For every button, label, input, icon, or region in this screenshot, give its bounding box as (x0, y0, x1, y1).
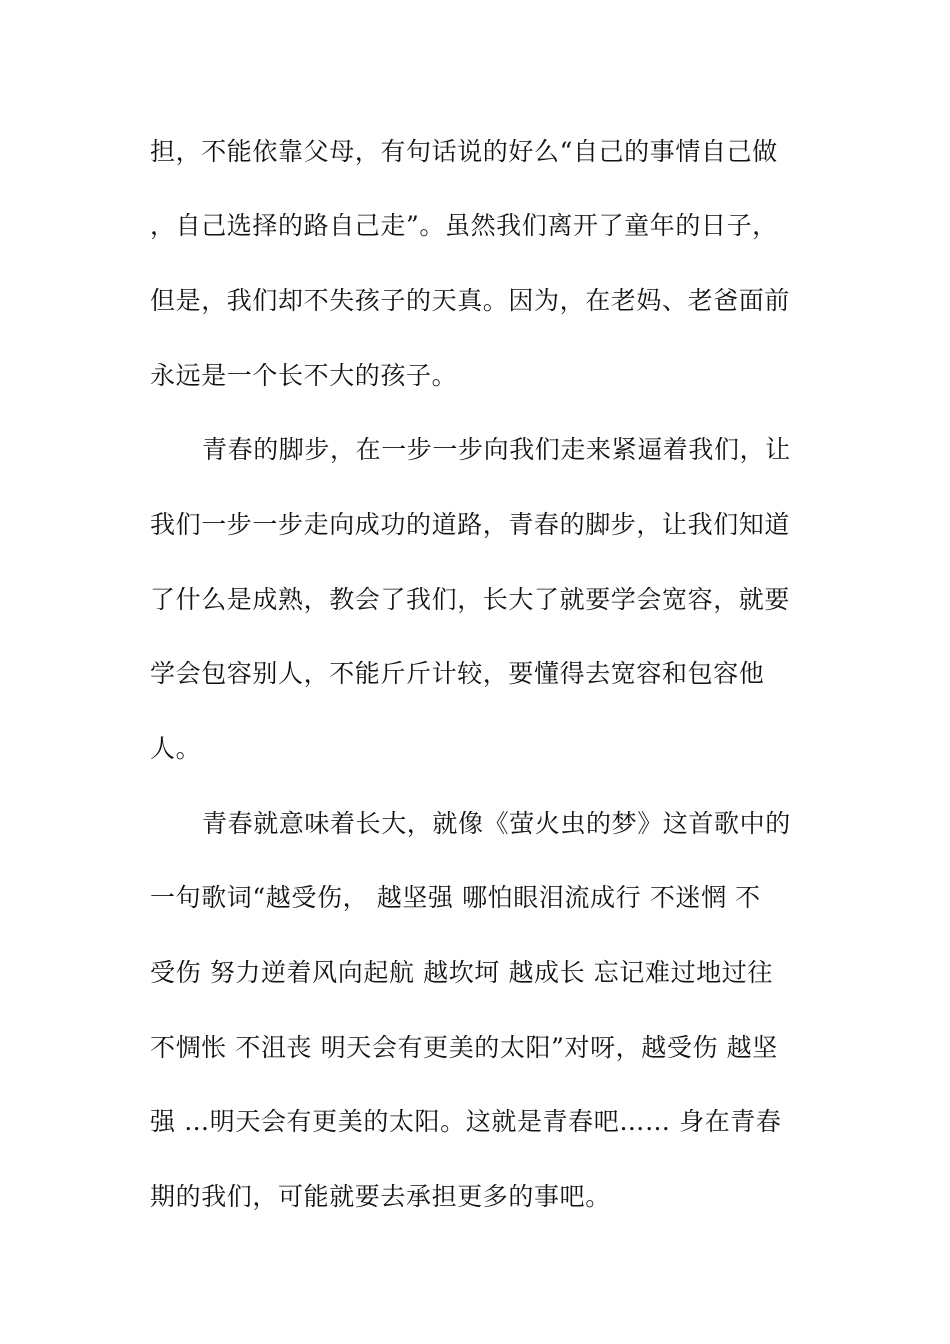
text-line-15: 期的我们，可能就要去承担更多的事吧。 (150, 1182, 611, 1211)
text-line-13: 不惆怅 不沮丧 明天会有更美的太阳”对呀，越受伤 越坚 (150, 1033, 778, 1062)
text-line-8: 学会包容别人，不能斤斤计较，要懂得去宽容和包容他 (150, 659, 765, 688)
text-line-2: ，自己选择的路自己走”。虽然我们离开了童年的日子， (150, 211, 778, 240)
text-line-7: 了什么是成熟，教会了我们，长大了就要学会宽容，就要 (150, 585, 791, 614)
text-line-11: 一句歌词“越受伤， 越坚强 哪怕眼泪流成行 不迷惘 不 (150, 883, 761, 912)
text-line-1: 担，不能依靠父母，有句话说的好么“自己的事情自己做 (150, 137, 778, 166)
text-line-9: 人。 (150, 734, 202, 763)
text-line-5: 青春的脚步，在一步一步向我们走来紧逼着我们，让 (202, 435, 791, 464)
text-line-12: 受伤 努力逆着风向起航 越坎坷 越成长 忘记难过地过往 (150, 958, 773, 987)
text-line-6: 我们一步一步走向成功的道路，青春的脚步，让我们知道 (150, 510, 791, 539)
text-line-14: 强 …明天会有更美的太阳。这就是青春吧…… 身在青春 (150, 1107, 782, 1136)
text-line-3: 但是，我们却不失孩子的天真。因为，在老妈、老爸面前 (150, 286, 791, 315)
text-line-4: 永远是一个长不大的孩子。 (150, 361, 458, 390)
text-line-10: 青春就意味着长大，就像《萤火虫的梦》这首歌中的 (202, 809, 791, 838)
